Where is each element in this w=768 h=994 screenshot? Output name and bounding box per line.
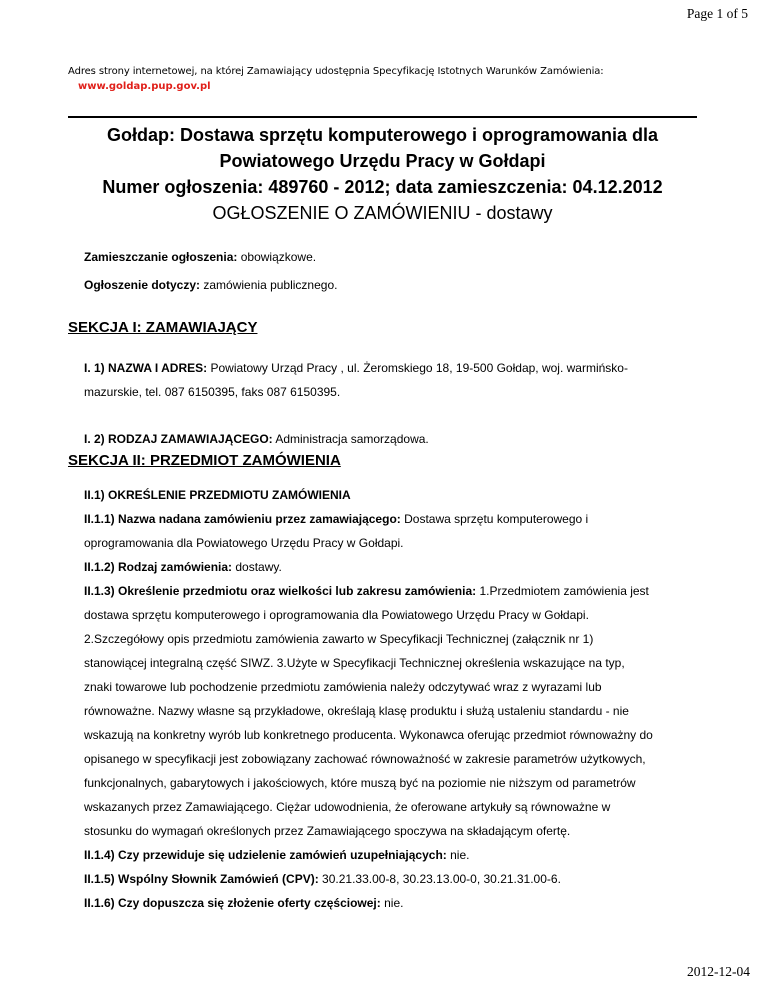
contract-kind [84,555,709,579]
contract-kind-label: II.1.2) Rodzaj zamówienia: [84,560,233,574]
header-divider [68,116,697,118]
scope-line: wskazują na konkretny wyrób lub konkretnego producenta. Wykonawca oferując przedmiot równoważny do [84,728,653,742]
address-link[interactable]: www.goldap.pup.gov.pl [78,81,211,92]
contract-name [84,507,709,555]
footer-date: 2012-12-04 [687,964,750,979]
title-line-3: Numer ogłoszenia: 489760 - 2012; data zamieszczenia: 04.12.2012 [102,177,663,197]
address-label: Adres strony internetowej, na której Zamawiający udostępnia Specyfikację Istotnych Warunków Zamówienia: [68,66,604,77]
placement-value: obowiązkowe. [240,250,317,264]
contract-name-value-1: Dostawa sprzętu komputerowego i [404,512,589,526]
concerns-field [84,273,704,297]
contract-name-value-2: oprogramowania dla Powiatowego Urzędu Pracy w Gołdapi. [84,536,404,550]
scope-line: opisanego w specyfikacji jest zobowiązany zachować równoważność w zakresie parametrów użytkowych, [84,752,646,766]
additional-orders [84,843,709,867]
placement-field [84,245,704,269]
scope-line: 2.Szczegółowy opis przedmiotu zamówienia zawarto w Specyfikacji Technicznej (załącznik nr 1) [84,632,594,646]
scope-line: stosunku do wymagań określonych przez Zamawiającego spoczywa na składającym ofertę. [84,824,571,838]
name-address-value-2: mazurskie, tel. 087 6150395, faks 087 6150395. [84,385,341,399]
title-line-1: Gołdap: Dostawa sprzętu komputerowego i oprogramowania dla [106,125,659,145]
scope-line: 1.Przedmiotem zamówienia jest [479,584,649,598]
contract-scope [84,579,709,843]
additional-orders-value: nie. [450,848,470,862]
scope-line: stanowiącej integralną część SIWZ. 3.Użyte w Specyfikacji Technicznej określenia wskazujące na typ, [84,656,625,670]
definition-heading-text: II.1) OKREŚLENIE PRZEDMIOTU ZAMÓWIENIA [84,488,351,502]
name-address-label: I. 1) NAZWA I ADRES: [84,361,208,375]
section-2-heading: SEKCJA II: PRZEDMIOT ZAMÓWIENIA [68,452,341,469]
concerns-label: Ogłoszenie dotyczy: [84,278,201,292]
definition-heading [84,483,709,507]
placement-label: Zamieszczanie ogłoszenia: [84,250,238,264]
cpv-codes [84,867,709,891]
contracting-name-address [84,356,709,404]
page-number: Page 1 of 5 [686,6,748,21]
partial-offer-label: II.1.6) Czy dopuszcza się złożenie oferty częściowej: [84,896,381,910]
partial-offer-value: nie. [384,896,404,910]
contract-scope-label: II.1.3) Określenie przedmiotu oraz wielkości lub zakresu zamówienia: [84,584,477,598]
contracting-type [84,427,709,451]
partial-offer [84,891,709,915]
title-line-2: Powiatowego Urzędu Pracy w Gołdapi [219,151,546,171]
cpv-value: 30.21.33.00-8, 30.23.13.00-0, 30.21.31.00-6. [322,872,561,886]
scope-line: funkcjonalnych, gabarytowych i jakościowych, które muszą być na poziomie nie niższym od parametrów [84,776,636,790]
name-address-value-1: Powiatowy Urząd Pracy , ul. Żeromskiego 18, 19-500 Gołdap, woj. warmińsko- [210,361,628,375]
section-1-heading: SEKCJA I: ZAMAWIAJĄCY [68,319,258,336]
contract-name-label: II.1.1) Nazwa nadana zamówieniu przez zamawiającego: [84,512,401,526]
additional-orders-label: II.1.4) Czy przewiduje się udzielenie zamówień uzupełniających: [84,848,447,862]
scope-line: znaki towarowe lub pochodzenie przedmiotu zamówienia należy odczytywać wraz z wyrazami lub [84,680,602,694]
contract-kind-value: dostawy. [235,560,282,574]
contracting-type-value: Administracja samorządowa. [275,432,429,446]
scope-line: dostawa sprzętu komputerowego i oprogramowania dla Powiatowego Urzędu Pracy w Gołdapi. [84,608,589,622]
scope-line: wskazanych przez Zamawiającego. Ciężar udowodnienia, że oferowane artykuły są równoważne w [84,800,611,814]
cpv-label: II.1.5) Wspólny Słownik Zamówień (CPV): [84,872,319,886]
concerns-value: zamówienia publicznego. [203,278,338,292]
notice-subtitle: OGŁOSZENIE O ZAMÓWIENIU - dostawy [212,203,553,223]
scope-line: równoważne. Nazwy własne są przykładowe, określają klasę produktu i służą ustaleniu standardu - nie [84,704,629,718]
contracting-type-label: I. 2) RODZAJ ZAMAWIAJĄCEGO: [84,432,273,446]
